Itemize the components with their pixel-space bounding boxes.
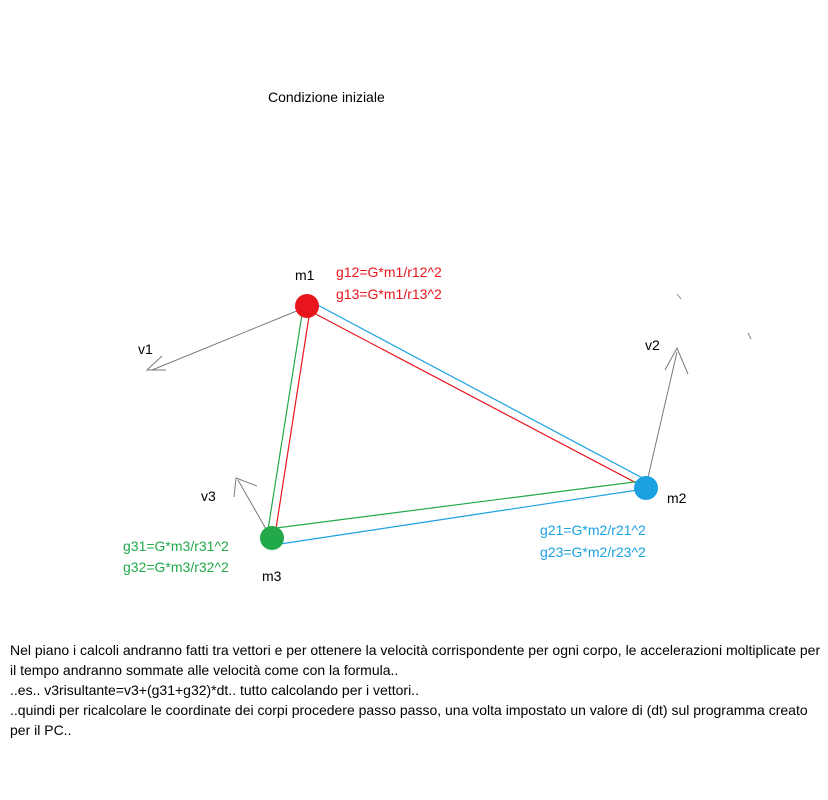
velocity-vector-v3 — [234, 478, 270, 536]
velocity-label-v3: v3 — [201, 488, 216, 504]
edge-m3-m2-green — [276, 481, 642, 528]
velocity-vector-v1 — [147, 308, 304, 370]
body-m1 — [295, 294, 319, 318]
formula-m3-1: g31=G*m3/r31^2 — [123, 538, 229, 554]
stray-mark — [748, 333, 751, 339]
velocity-label-v1: v1 — [138, 341, 153, 357]
velocity-vector-v2 — [646, 348, 688, 486]
stray-mark — [677, 294, 681, 299]
note-paragraph: Nel piano i calcoli andranno fatti tra vettori e per ottenere la velocità corrispondente per ogni corpo, le accelerazioni moltiplicate per il tempo andranno sommate alle velocità come con la formula.. — [10, 642, 821, 678]
body-m2 — [634, 476, 658, 500]
body-m3 — [260, 526, 284, 550]
formula-m2-1: g21=G*m2/r21^2 — [540, 522, 646, 538]
formula-m3-2: g32=G*m3/r32^2 — [123, 559, 229, 575]
edge-m1-m3-red — [275, 310, 310, 535]
velocity-label-v2: v2 — [645, 337, 660, 353]
note-paragraph: ..es.. v3risultante=v3+(g31+g32)*dt.. tutto calcolando per i vettori.. — [10, 682, 419, 698]
edge-m1-m2-blue — [312, 302, 648, 481]
body-label-m2: m2 — [667, 490, 687, 506]
notes-block — [10, 640, 822, 740]
body-label-m3: m3 — [262, 568, 282, 584]
edge-m1-m3-green — [267, 308, 303, 536]
body-label-m1: m1 — [295, 267, 315, 283]
edge-m1-m2-red — [308, 310, 642, 486]
diagram-title: Condizione iniziale — [268, 89, 385, 105]
formula-m1-1: g12=G*m1/r12^2 — [336, 264, 442, 280]
formula-m1-2: g13=G*m1/r13^2 — [336, 286, 442, 302]
note-paragraph: ..quindi per ricalcolare le coordinate dei corpi procedere passo passo, una volta impostato un valore di (dt) sul programma creato per il PC.. — [10, 702, 808, 738]
formula-m2-2: g23=G*m2/r23^2 — [540, 544, 646, 560]
